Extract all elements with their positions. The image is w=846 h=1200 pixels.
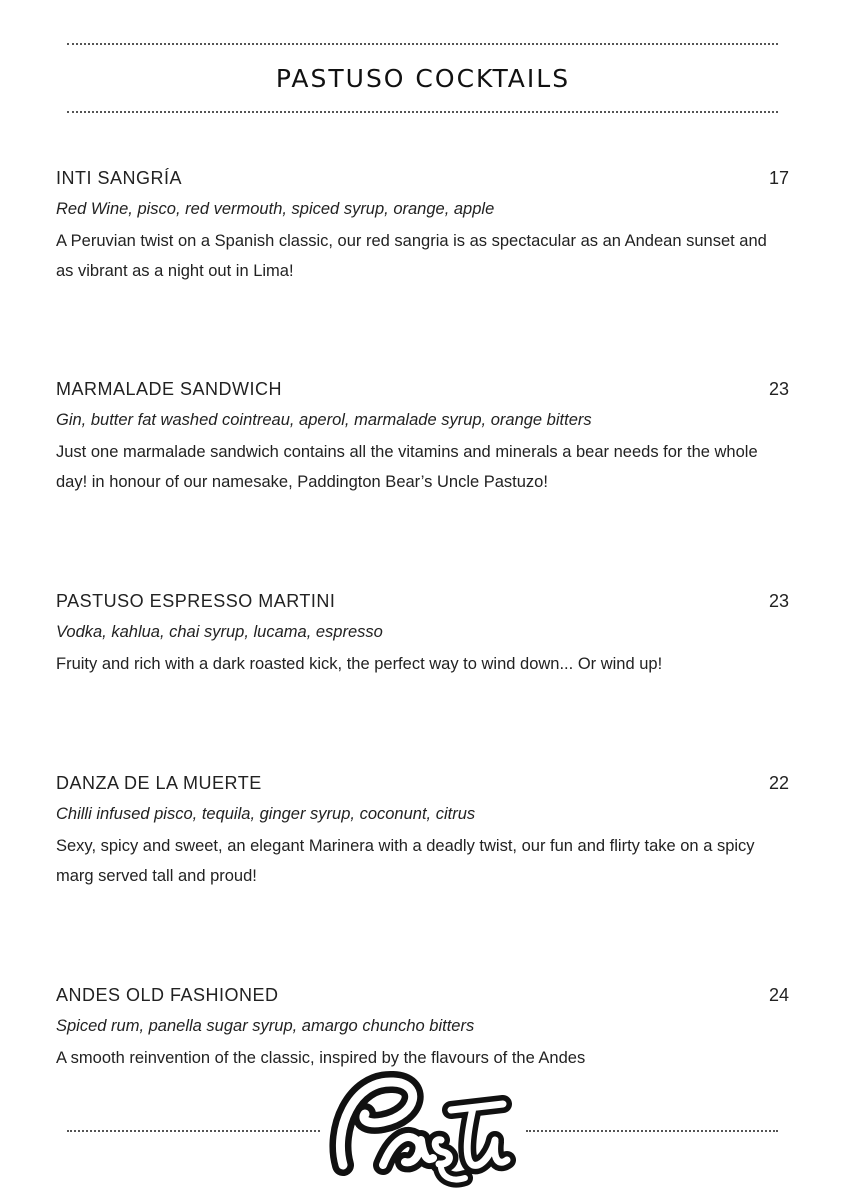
menu-item-andes-old-fashioned: [56, 985, 789, 1073]
item-ingredients: Gin, butter fat washed cointreau, aperol, marmalade syrup, orange bitters: [56, 411, 592, 429]
menu-item-danza-de-la-muerte: [56, 773, 789, 891]
item-price: 17: [768, 168, 789, 188]
footer-divider-right: [526, 1130, 778, 1132]
item-price: 22: [768, 773, 789, 793]
item-description: A Peruvian twist on a Spanish classic, our red sangria is as spectacular as an Andean sunset and as vibrant as a night out in Lima!: [56, 232, 767, 280]
item-description: Sexy, spicy and sweet, an elegant Marinera with a deadly twist, our fun and flirty take on a spicy marg served tall and proud!: [56, 837, 755, 885]
item-name: DANZA DE LA MUERTE: [56, 773, 262, 793]
footer-divider-left: [67, 1130, 320, 1132]
item-name: ANDES OLD FASHIONED: [56, 985, 279, 1005]
item-description: A smooth reinvention of the classic, inspired by the flavours of the Andes: [56, 1049, 586, 1067]
item-description: Fruity and rich with a dark roasted kick, the perfect way to wind down... Or wind up!: [56, 655, 663, 673]
item-ingredients: Vodka, kahlua, chai syrup, lucama, espresso: [56, 623, 383, 641]
item-price: 24: [768, 985, 789, 1005]
menu-item-espresso-martini: [56, 591, 789, 679]
item-price: 23: [768, 591, 789, 611]
item-price: 23: [768, 379, 789, 399]
title-divider: [67, 111, 778, 113]
menu-item-marmalade-sandwich: [56, 379, 789, 497]
item-name: INTI SANGRÍA: [56, 168, 183, 188]
item-name: PASTUSO ESPRESSO MARTINI: [56, 591, 336, 611]
pastuso-logo: [323, 1070, 523, 1188]
item-name: MARMALADE SANDWICH: [56, 379, 283, 399]
menu-item-inti-sangria: [56, 168, 789, 286]
item-ingredients: Chilli infused pisco, tequila, ginger syrup, coconunt, citrus: [56, 805, 476, 823]
item-description: Just one marmalade sandwich contains all the vitamins and minerals a bear needs for the whole day! in honour of our namesake, Paddington Bear’s Uncle Pastuzo!: [56, 443, 758, 491]
item-ingredients: Red Wine, pisco, red vermouth, spiced syrup, orange, apple: [56, 200, 495, 218]
page-title: PASTUSO COCKTAILS: [275, 64, 571, 93]
item-ingredients: Spiced rum, panella sugar syrup, amargo chuncho bitters: [56, 1017, 475, 1035]
top-divider: [67, 43, 778, 45]
